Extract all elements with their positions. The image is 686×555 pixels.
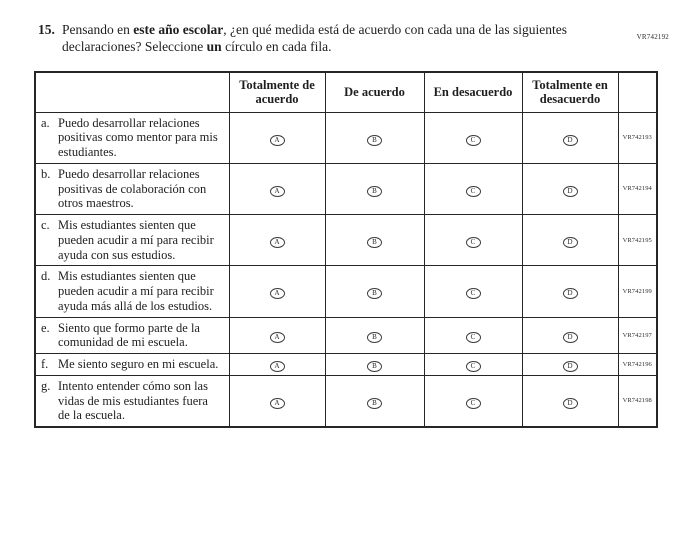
- option-cell: [522, 266, 618, 317]
- statement-cell: [35, 163, 229, 214]
- row-code: VR742195: [618, 215, 657, 266]
- row-code: VR742196: [618, 354, 657, 376]
- row-d-option-b-bubble[interactable]: B: [367, 288, 382, 299]
- statement-text: Puedo desarrollar relaciones positivas como mentor para mis estudiantes.: [58, 115, 218, 159]
- option-cell: [522, 215, 618, 266]
- option-cell: [424, 375, 522, 427]
- row-b-option-a-bubble[interactable]: A: [270, 186, 285, 197]
- statement-cell: [35, 215, 229, 266]
- row-letter: b.: [41, 166, 51, 181]
- table-row-a: [35, 112, 657, 163]
- row-e-option-c-bubble[interactable]: C: [466, 332, 481, 343]
- option-cell: [424, 266, 522, 317]
- table-header-row: [35, 72, 657, 112]
- table-row-d: [35, 266, 657, 317]
- row-letter: a.: [41, 115, 50, 130]
- row-letter: g.: [41, 378, 51, 393]
- question-number: 15.: [38, 22, 55, 37]
- row-a-option-d-bubble[interactable]: D: [563, 135, 578, 146]
- question-text-segment: Pensando en: [62, 22, 134, 37]
- option-cell: [424, 354, 522, 376]
- row-letter: c.: [41, 218, 50, 232]
- header-totalmente-de-acuerdo: Totalmente de acuerdo: [229, 72, 325, 112]
- row-letter: e.: [41, 320, 50, 335]
- agreement-table: [34, 71, 658, 428]
- table-row-e: [35, 317, 657, 354]
- row-b-option-d-bubble[interactable]: D: [563, 186, 578, 197]
- option-cell: [424, 112, 522, 163]
- row-letter: f.: [41, 357, 49, 371]
- row-a-option-b-bubble[interactable]: B: [367, 135, 382, 146]
- form-code-top: VR742192: [636, 33, 669, 41]
- row-code: VR742194: [618, 163, 657, 214]
- statement-text: Mis estudiantes sienten que pueden acudir a mí para recibir ayuda más allá de los estudios.: [58, 269, 214, 313]
- option-cell: [325, 112, 424, 163]
- statement-text: Me siento seguro en mi escuela.: [58, 357, 219, 371]
- row-f-option-a-bubble[interactable]: A: [270, 361, 285, 372]
- option-cell: [325, 163, 424, 214]
- statement-cell: [35, 112, 229, 163]
- row-g-option-a-bubble[interactable]: A: [270, 398, 285, 409]
- row-c-option-b-bubble[interactable]: B: [367, 237, 382, 248]
- statement-text: Mis estudiantes sienten que pueden acudir a mí para recibir ayuda con sus estudios.: [58, 218, 214, 262]
- option-cell: [229, 354, 325, 376]
- row-b-option-b-bubble[interactable]: B: [367, 186, 382, 197]
- question-block: [38, 22, 666, 56]
- row-c-option-d-bubble[interactable]: D: [563, 237, 578, 248]
- option-cell: [522, 354, 618, 376]
- row-code: VR742198: [618, 375, 657, 427]
- statement-cell: [35, 375, 229, 427]
- row-c-option-c-bubble[interactable]: C: [466, 237, 481, 248]
- statement-text: Siento que formo parte de la comunidad de mi escuela.: [58, 320, 200, 350]
- table-row-b: [35, 163, 657, 214]
- row-e-option-b-bubble[interactable]: B: [367, 332, 382, 343]
- option-cell: [229, 266, 325, 317]
- table-row-f: [35, 354, 657, 376]
- row-g-option-b-bubble[interactable]: B: [367, 398, 382, 409]
- question-text-bold-segment: este año escolar: [133, 22, 224, 37]
- question-text-segment: , ¿en qué medida está de acuerdo con cada una de las siguientes declaraciones? Seleccione: [62, 22, 567, 54]
- row-a-option-c-bubble[interactable]: C: [466, 135, 481, 146]
- header-code-blank: [618, 72, 657, 112]
- statement-text: Puedo desarrollar relaciones positivas de colaboración con otros maestros.: [58, 166, 207, 211]
- option-cell: [229, 112, 325, 163]
- option-cell: [325, 317, 424, 354]
- row-c-option-a-bubble[interactable]: A: [270, 237, 285, 248]
- row-e-option-a-bubble[interactable]: A: [270, 332, 285, 343]
- option-cell: [424, 317, 522, 354]
- question-text-bold-segment: un: [206, 38, 222, 54]
- header-de-acuerdo: De acuerdo: [325, 72, 424, 112]
- option-cell: [325, 354, 424, 376]
- option-cell: [522, 163, 618, 214]
- row-e-option-d-bubble[interactable]: D: [563, 332, 578, 343]
- row-f-option-c-bubble[interactable]: C: [466, 361, 481, 372]
- header-totalmente-en-desacuerdo: Totalmente en desacuerdo: [522, 72, 618, 112]
- question-text-segment: círculo en cada fila.: [221, 38, 332, 54]
- option-cell: [229, 163, 325, 214]
- option-cell: [325, 375, 424, 427]
- row-code: VR742199: [618, 266, 657, 317]
- row-code: VR742197: [618, 317, 657, 354]
- option-cell: [229, 215, 325, 266]
- option-cell: [424, 215, 522, 266]
- option-cell: [325, 266, 424, 317]
- option-cell: [522, 112, 618, 163]
- row-f-option-d-bubble[interactable]: D: [563, 361, 578, 372]
- table-row-c: [35, 215, 657, 266]
- statement-cell: [35, 354, 229, 376]
- statement-cell: [35, 266, 229, 317]
- row-d-option-d-bubble[interactable]: D: [563, 288, 578, 299]
- option-cell: [424, 163, 522, 214]
- header-en-desacuerdo: En desacuerdo: [424, 72, 522, 112]
- row-g-option-d-bubble[interactable]: D: [563, 398, 578, 409]
- row-d-option-a-bubble[interactable]: A: [270, 288, 285, 299]
- statement-cell: [35, 317, 229, 354]
- row-b-option-c-bubble[interactable]: C: [466, 186, 481, 197]
- option-cell: [229, 317, 325, 354]
- header-statement-blank: [35, 72, 229, 112]
- row-f-option-b-bubble[interactable]: B: [367, 361, 382, 372]
- option-cell: [522, 375, 618, 427]
- option-cell: [229, 375, 325, 427]
- statement-text: Intento entender cómo son las vidas de mis estudiantes fuera de la escuela.: [58, 378, 208, 423]
- option-cell: [325, 215, 424, 266]
- row-g-option-c-bubble[interactable]: C: [466, 398, 481, 409]
- row-d-option-c-bubble[interactable]: C: [466, 288, 481, 299]
- row-code: VR742193: [618, 112, 657, 163]
- option-cell: [522, 317, 618, 354]
- row-a-option-a-bubble[interactable]: A: [270, 135, 285, 146]
- row-letter: d.: [41, 269, 51, 284]
- question-text: [62, 22, 586, 56]
- table-row-g: [35, 375, 657, 427]
